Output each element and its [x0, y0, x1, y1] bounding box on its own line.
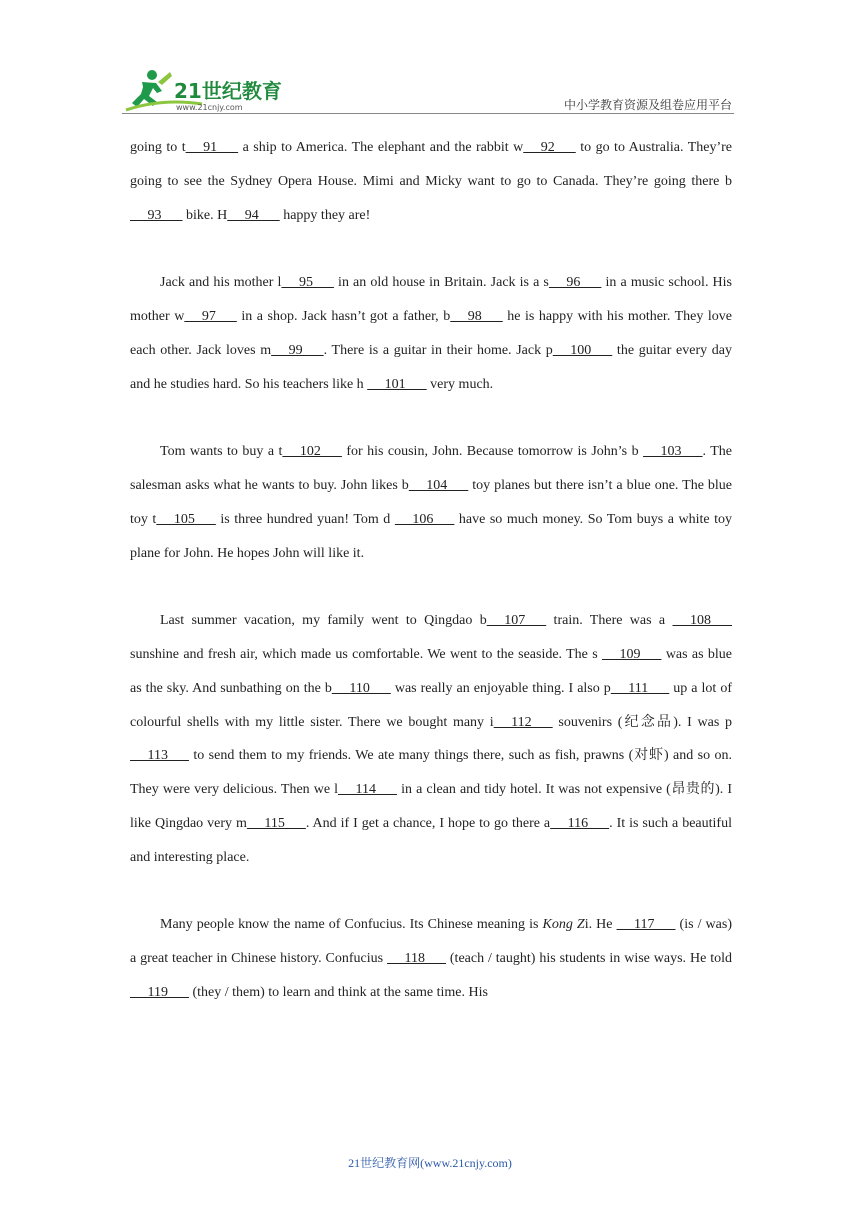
passage-text: i. He: [584, 917, 617, 933]
passage-text: . There is a guitar in their home. Jack p: [323, 342, 553, 358]
answer-blank[interactable]: 113: [130, 748, 189, 764]
passage-text: was really an enjoyable thing. I also p: [390, 680, 611, 696]
passage-text: for his cousin, John. Because tomorrow is John’s b: [341, 444, 644, 460]
answer-blank[interactable]: 112: [493, 714, 553, 730]
passage-text: to go to Australia. They’re going to see the Sydney Opera House. Mimi and Micky want to go to Canada. They’re going there b: [130, 140, 732, 189]
passage-text: very much.: [426, 376, 494, 392]
answer-blank[interactable]: 94: [227, 207, 280, 223]
passage-text: sunshine and fresh air, which made us comfortable. We went to the seaside. The s: [130, 646, 602, 662]
answer-blank[interactable]: 106: [394, 511, 455, 527]
passage-text: have so much money. So Tom buys a white toy plane for John. He hopes John will like it.: [130, 511, 733, 561]
passage-text: Jack and his mother l: [160, 275, 282, 291]
passage-text: Tom wants to buy a t: [160, 444, 283, 460]
passage-text: Many people know the name of Confucius. Its Chinese meaning is: [160, 917, 543, 933]
passage-text: the guitar every day and he studies hard. So his teachers like h: [130, 342, 733, 392]
platform-slogan: 中小学教育资源及组卷应用平台: [563, 98, 732, 112]
passage: [130, 131, 732, 232]
passage-text: . The salesman asks what he wants to buy. John likes b: [130, 444, 732, 493]
answer-blank[interactable]: 98: [450, 308, 503, 324]
answer-blank[interactable]: 99: [271, 342, 324, 358]
answer-blank[interactable]: 119: [130, 984, 189, 1000]
page-header: [122, 66, 732, 114]
passage-text: bike. H: [182, 207, 228, 223]
passage-text: . It is such a beautiful and interesting place.: [130, 815, 732, 865]
answer-blank[interactable]: 111: [610, 680, 670, 696]
answer-blank[interactable]: 92: [523, 140, 576, 155]
answer-blank[interactable]: 100: [552, 342, 613, 358]
passage: [130, 266, 732, 401]
passage: [130, 604, 732, 874]
answer-blank[interactable]: 96: [548, 275, 602, 291]
answer-blank[interactable]: 118: [387, 951, 446, 967]
answer-blank[interactable]: 116: [550, 815, 610, 831]
answer-blank[interactable]: 110: [331, 680, 391, 696]
passage-text: in a shop. Jack hasn’t got a father, b: [236, 308, 451, 324]
answer-blank[interactable]: 95: [281, 275, 334, 291]
passage-text: is three hundred yuan! Tom d: [215, 511, 395, 527]
answer-blank[interactable]: 117: [616, 917, 676, 933]
answer-blank[interactable]: 103: [643, 444, 703, 460]
passage-text: up a lot of colourful shells with my little sister. There we bought many i: [130, 680, 732, 730]
answer-blank[interactable]: 108: [672, 613, 732, 629]
passage-text: train. There was a: [546, 613, 673, 629]
passage-text: Last summer vacation, my family went to Qingdao b: [160, 613, 487, 629]
passage-text: toy planes but there isn’t a blue one. The blue toy t: [130, 477, 732, 527]
passage-text: he is happy with his mother. They love each other. Jack loves m: [130, 308, 733, 358]
passage-text: (is / was) a great teacher in Chinese history. Confucius: [130, 917, 732, 967]
passage-text: in a music school. His mother w: [130, 275, 733, 324]
passage-text: (they / them) to learn and think at the same time. His: [188, 984, 488, 1000]
logo-text: 21世纪教育: [174, 79, 282, 103]
page-footer: 21世纪教育网(www.21cnjy.com): [348, 1156, 512, 1170]
passage-text: (teach / taught) his students in wise ways. He told: [445, 951, 732, 967]
passage-text: to send them to my friends. We ate many things there, such as fish, prawns (对虾) and so on. They were very delicious. Then we l: [130, 748, 732, 798]
passage-text: . And if I get a chance, I hope to go there a: [305, 815, 551, 831]
document-body: [130, 131, 732, 1044]
answer-blank[interactable]: 102: [282, 444, 342, 460]
answer-blank[interactable]: 107: [486, 613, 547, 629]
passage-text: a ship to America. The elephant and the rabbit w: [238, 140, 524, 155]
answer-blank[interactable]: 93: [130, 207, 183, 223]
passage-text: going to t: [130, 140, 186, 155]
answer-blank[interactable]: 114: [338, 782, 398, 798]
header-divider: [122, 113, 734, 114]
answer-blank[interactable]: 97: [184, 308, 237, 324]
answer-blank[interactable]: 101: [367, 376, 427, 392]
passage: [130, 435, 732, 570]
passage-text: in a clean and tidy hotel. It was not expensive (昂贵的). I like Qingdao very m: [130, 782, 732, 831]
italic-text: Kong Z: [542, 917, 585, 933]
passage-text: was as blue as the sky. And sunbathing on the b: [130, 646, 733, 696]
passage-text: happy they are!: [279, 207, 371, 223]
answer-blank[interactable]: 109: [602, 646, 662, 662]
answer-blank[interactable]: 91: [185, 140, 239, 155]
passage-text: in an old house in Britain. Jack is a s: [333, 275, 549, 291]
logo: [122, 66, 292, 114]
logo-url: www.21cnjy.com: [176, 103, 243, 112]
passage: [130, 908, 732, 1009]
passage-text: souvenirs (纪念品). I was p: [552, 714, 733, 730]
answer-blank[interactable]: 105: [156, 511, 216, 527]
answer-blank[interactable]: 115: [246, 815, 306, 831]
answer-blank[interactable]: 104: [408, 477, 469, 493]
